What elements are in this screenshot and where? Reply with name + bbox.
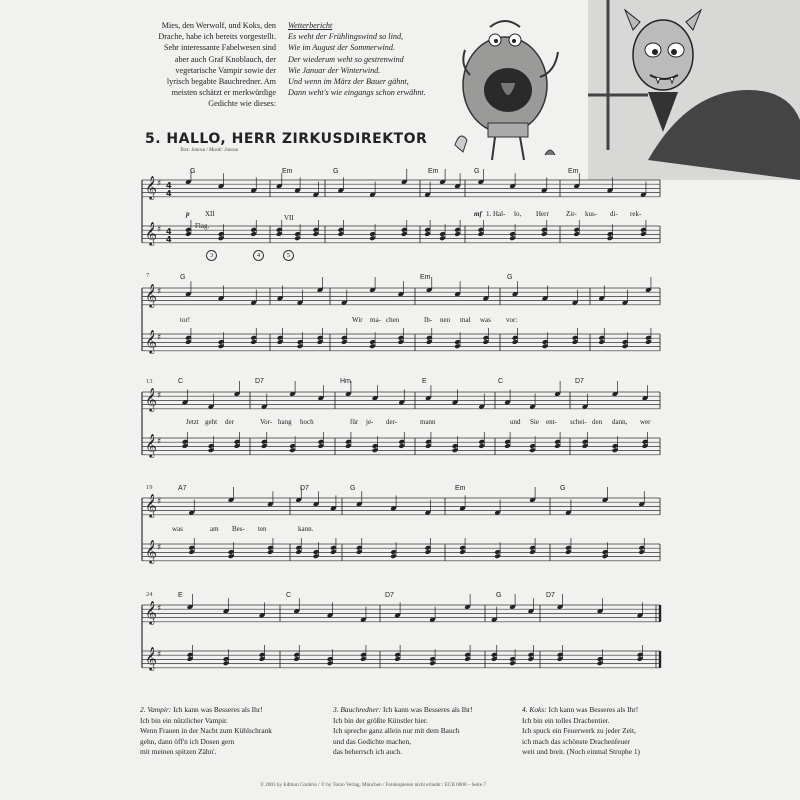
chord-symbol: G <box>560 485 566 492</box>
measure-number: 24 <box>146 591 153 598</box>
chord-symbol: D7 <box>255 378 264 385</box>
chord-symbol: G <box>350 485 356 492</box>
key-signature: ♯ <box>157 497 162 507</box>
chord-symbol: G <box>496 592 502 599</box>
chord-symbol: G <box>333 168 339 175</box>
measure-number: 19 <box>146 484 153 491</box>
intro-line: Sehr interessante Fabelwesen sind <box>163 43 276 53</box>
verse-line: 2. Vampir: Ich kann was Besseres als Ihr! <box>140 705 263 714</box>
lyric-syllable: lo, <box>514 210 522 218</box>
song-title: 5. HALLO, HERR ZIRKUSDIREKTOR <box>145 131 428 147</box>
lyric-syllable: Sie <box>530 418 539 426</box>
verse-line: Ich spuck ein Feuerwerk zu jeder Zeit, <box>522 726 636 736</box>
verse-line: Ich bin ein tolles Drachentier. <box>522 715 610 725</box>
flageolet-marking: Flag. <box>195 222 210 230</box>
chord-symbol: E <box>422 378 427 385</box>
treble-clef: 𝄞 <box>145 175 157 199</box>
treble-clef: 𝄞 <box>145 600 157 624</box>
verse-line: 4. Koks: Ich kann was Besseres als Ihr! <box>522 705 639 714</box>
measure-number: 7 <box>146 272 150 279</box>
lyric-syllable: ma- <box>370 316 381 324</box>
key-signature: ♯ <box>157 225 162 235</box>
chord-symbol: G <box>474 168 480 175</box>
lyric-syllable: mal <box>460 316 471 324</box>
lyric-syllable: di- <box>610 210 618 218</box>
verse-line: weit und breit. (Noch einmal Strophe 1) <box>522 747 641 757</box>
lyric-syllable: rek- <box>630 210 642 218</box>
chord-symbol: G <box>180 274 186 281</box>
lyric-syllable: Jetzt <box>186 418 199 426</box>
time-signature: 4 <box>166 181 172 190</box>
lyric-syllable: tor! <box>180 316 191 324</box>
intro-line: aber auch Graf Knoblauch, der <box>174 54 276 64</box>
treble-clef: 𝄞 <box>145 283 157 307</box>
key-signature: ♯ <box>157 437 162 447</box>
page-footer: © 2003 by Edition Conbrio / © by Tonio Verlag, München / Fotokopieren nicht erlaubt / ECB 6000 – Seite 7 <box>260 782 486 788</box>
verse-line: ich mach das schönste Drachenfeuer <box>522 736 630 746</box>
treble-clef: 𝄞 <box>145 329 157 353</box>
verse-line: und das Gedichte machen, <box>333 736 411 746</box>
chord-symbol: C <box>498 378 504 385</box>
measure-number: 13 <box>146 378 153 385</box>
position-marking: VII <box>284 214 294 222</box>
chord-symbol: D7 <box>546 592 555 599</box>
chord-symbol: Em <box>420 274 431 281</box>
poem-line: Dann weht's wie eingangs schon erwähnt. <box>288 88 426 98</box>
verse-line: 3. Bauchredner: Ich kann was Besseres als Ihr! <box>333 705 473 714</box>
intro-line: Mies, den Werwolf, und Koks, den <box>161 21 276 30</box>
chord-symbol: Em <box>282 168 293 175</box>
string-number: 4 <box>253 250 264 261</box>
intro-line: Gedichte wie dieses: <box>208 99 276 109</box>
chord-symbol: C <box>178 378 184 385</box>
chord-symbol: D7 <box>300 485 309 492</box>
chord-symbol: Em <box>455 485 466 492</box>
lyric-syllable: chen <box>386 316 400 324</box>
verse-line: mit meinen spitzen Zähn'. <box>140 747 217 757</box>
lyric-syllable: Zir- <box>566 210 577 218</box>
lyric-syllable: am <box>210 525 219 533</box>
key-signature: ♯ <box>157 179 162 189</box>
treble-clef: 𝄞 <box>145 493 157 517</box>
chord-symbol: D7 <box>575 378 584 385</box>
lyric-syllable: geht <box>205 418 218 426</box>
intro-line: vegetarische Vampir sowie der <box>175 65 276 75</box>
lyric-syllable: ten <box>258 525 267 533</box>
lyric-syllable: hang <box>278 418 292 426</box>
time-signature: 4 <box>166 227 172 236</box>
lyric-syllable: je- <box>366 418 374 426</box>
lyric-syllable: was <box>480 316 491 324</box>
lyric-syllable: Bes- <box>232 525 245 533</box>
verse-line: Wenn Frauen in der Nacht zum Kühlschrank <box>140 726 272 736</box>
lyric-syllable: was <box>172 525 183 533</box>
lyric-syllable: den <box>592 418 603 426</box>
chord-symbol: D7 <box>385 592 394 599</box>
key-signature: ♯ <box>157 604 162 614</box>
lyric-syllable: wer <box>640 418 651 426</box>
chord-symbol: A7 <box>178 485 187 492</box>
verse-line: Ich bin ein nützlicher Vampir. <box>140 715 228 725</box>
dynamic-piano: p <box>186 210 190 218</box>
lyric-syllable: dann, <box>612 418 628 426</box>
lyric-syllable: Ih- <box>424 316 433 324</box>
key-signature: ♯ <box>157 543 162 553</box>
chord-symbol: E <box>178 592 183 599</box>
lyric-syllable: Herr <box>536 210 549 218</box>
lyric-syllable: für <box>350 418 359 426</box>
time-signature: 4 <box>166 189 172 198</box>
verse-4 <box>522 705 692 758</box>
lyric-syllable: schei- <box>570 418 587 426</box>
weather-poem-title: Wetterbericht <box>288 21 333 30</box>
song-credits: Text: Janosa / Musik: Janosa <box>180 148 239 153</box>
verse-3 <box>333 705 513 758</box>
verse-line: gehn, dann öff'n ich Dosen gern <box>140 736 235 746</box>
chord-symbol: Em <box>568 168 579 175</box>
chord-symbol: Em <box>428 168 439 175</box>
position-marking: XII <box>205 210 215 218</box>
treble-clef: 𝄞 <box>145 387 157 411</box>
key-signature: ♯ <box>157 391 162 401</box>
poem-line: Wie Januar der Winterwind. <box>288 65 381 75</box>
lyric-syllable: hoch <box>300 418 314 426</box>
lyric-syllable: ent- <box>546 418 557 426</box>
lyric-syllable: 1. Hal- <box>486 210 506 218</box>
string-number: 3 <box>206 250 217 261</box>
intro-line: lyrisch begabte Bauchredner. Am <box>166 77 276 87</box>
string-number: 5 <box>283 250 294 261</box>
time-signature: 4 <box>166 235 172 244</box>
verse-line: Ich bin der größte Künstler hier. <box>333 715 428 725</box>
lyric-syllable: der- <box>386 418 398 426</box>
lyric-syllable: mann <box>420 418 436 426</box>
lyric-syllable: und <box>510 418 521 426</box>
intro-line: meisten schätzt er merkwürdige <box>171 88 276 98</box>
chord-symbol: G <box>507 274 513 281</box>
lyric-syllable: kann. <box>298 525 314 533</box>
intro-line: Drache, habe ich bereits vorgestellt. <box>158 32 276 42</box>
treble-clef: 𝄞 <box>145 539 157 563</box>
lyric-syllable: vor: <box>506 316 518 324</box>
lyric-syllable: kus- <box>585 210 598 218</box>
chord-symbol: Hm <box>340 378 351 385</box>
poem-line: Der wiederum weht so gestrenwind <box>288 54 404 64</box>
treble-clef: 𝄞 <box>145 646 157 670</box>
treble-clef: 𝄞 <box>145 433 157 457</box>
verse-line: das beherrsch ich auch. <box>333 747 402 757</box>
lyric-syllable: nen <box>440 316 451 324</box>
verse-line: Ich spreche ganz allein nur mit dem Bauch <box>333 726 460 736</box>
treble-clef: 𝄞 <box>145 221 157 245</box>
lyric-syllable: Vor- <box>260 418 273 426</box>
poem-line: Und wenn im März der Bauer gähnt, <box>288 77 409 87</box>
dynamic-mezzoforte: mf <box>474 210 482 218</box>
lyric-syllable: der <box>225 418 234 426</box>
key-signature: ♯ <box>157 333 162 343</box>
key-signature: ♯ <box>157 650 162 660</box>
key-signature: ♯ <box>157 287 162 297</box>
chord-symbol: G <box>190 168 196 175</box>
lyric-syllable: Wir <box>352 316 363 324</box>
verse-2 <box>140 705 320 758</box>
chord-symbol: C <box>286 592 292 599</box>
poem-line: Wie im August der Sommerwind. <box>288 43 395 53</box>
poem-line: Es weht der Frühlingswind so lind, <box>288 32 404 42</box>
